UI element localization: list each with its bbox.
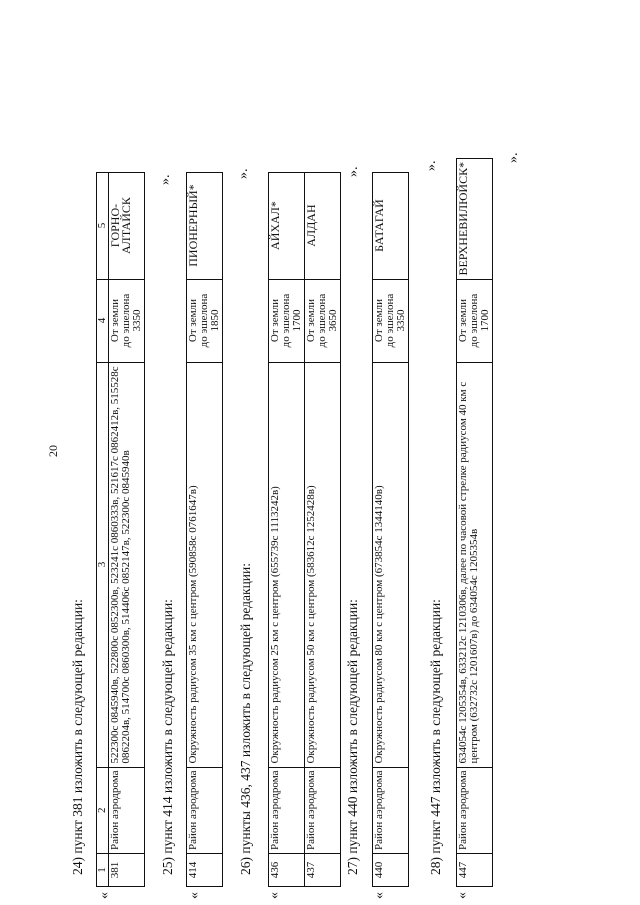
table-row <box>305 172 341 886</box>
item-number: 414 <box>187 854 223 887</box>
altitude-to: до эшелона 3350 <box>384 293 407 348</box>
zone-boundary: Окружность радиусом 50 км с центром (583612с 1252428в) <box>305 362 341 767</box>
altitude-limits <box>457 279 493 362</box>
column-number-row <box>97 172 109 886</box>
airport-name: ГОРНО-АЛТАЙСК <box>109 172 145 279</box>
column-number: 4 <box>97 279 109 362</box>
amendment-table-447 <box>456 158 493 887</box>
zone-boundary: Окружность радиусом 80 км с центром (673854с 1344140в) <box>373 362 409 767</box>
open-quote: « <box>187 892 202 899</box>
amendment-table-414 <box>186 172 223 887</box>
close-quote: ». <box>506 152 521 163</box>
altitude-to: до эшелона 1700 <box>280 293 303 348</box>
amendment-table-381 <box>96 172 145 887</box>
page-number: 20 <box>46 445 60 457</box>
column-number: 1 <box>97 854 109 887</box>
altitude-from: От земли <box>109 299 121 343</box>
airport-name: БАТАГАЙ <box>373 172 409 279</box>
altitude-limits <box>305 279 341 362</box>
section-heading-25: 25) пункт 414 изложить в следующей редакции: <box>160 599 175 875</box>
section-heading-27: 27) пункт 440 изложить в следующей редакции: <box>345 599 360 875</box>
altitude-from: От земли <box>373 299 385 343</box>
open-quote: « <box>267 892 282 899</box>
section-heading-24: 24) пункт 381 изложить в следующей редакции: <box>70 599 85 875</box>
close-quote: ». <box>424 160 439 171</box>
item-number: 447 <box>457 854 493 887</box>
table-row <box>109 172 145 886</box>
amendment-table-436-437 <box>268 172 341 887</box>
item-number: 381 <box>109 854 145 887</box>
altitude-limits <box>109 279 145 362</box>
airport-name: ПИОНЕРНЫЙ* <box>187 172 223 279</box>
airport-name: ВЕРХНЕВИЛЮЙСК* <box>457 158 493 279</box>
table-row <box>269 172 305 886</box>
zone-type: Район аэродрома <box>269 767 305 853</box>
altitude-limits <box>187 279 223 362</box>
zone-type: Район аэродрома <box>187 767 223 853</box>
altitude-to: до эшелона 3350 <box>120 293 143 348</box>
altitude-from: От земли <box>457 299 469 343</box>
column-number: 3 <box>97 362 109 767</box>
altitude-from: От земли <box>269 299 281 343</box>
open-quote: « <box>97 892 112 899</box>
altitude-limits <box>269 279 305 362</box>
zone-type: Район аэродрома <box>305 767 341 853</box>
column-number: 2 <box>97 767 109 853</box>
altitude-limits <box>373 279 409 362</box>
airport-name: АЙХАЛ* <box>269 172 305 279</box>
table-row <box>373 172 409 886</box>
zone-boundary: Окружность радиусом 25 км с центром (655739с 1113242в) <box>269 362 305 767</box>
section-heading-28: 28) пункт 447 изложить в следующей редакции: <box>428 599 443 875</box>
item-number: 437 <box>305 854 341 887</box>
zone-boundary: 522300с 0845940в, 522800с 0852300в, 523241с 0860333в, 521617с 0862412в, 515528с 0862204в, 514700с 0860300в, 514406с 0852147в, 522300с 0845940в <box>109 362 145 767</box>
open-quote: « <box>372 892 387 899</box>
altitude-to: до эшелона 1700 <box>468 293 491 348</box>
zone-boundary: Окружность радиусом 35 км с центром (590858с 0761647в) <box>187 362 223 767</box>
item-number: 436 <box>269 854 305 887</box>
table-row <box>457 158 493 886</box>
section-heading-26: 26) пункты 436, 437 изложить в следующей редакции: <box>238 562 253 875</box>
airport-name: АЛДАН <box>305 172 341 279</box>
altitude-to: до эшелона 3650 <box>316 293 339 348</box>
altitude-from: От земли <box>187 299 199 343</box>
table-row <box>187 172 223 886</box>
amendment-table-440 <box>372 172 409 887</box>
close-quote: ». <box>158 174 173 185</box>
altitude-to: до эшелона 1850 <box>198 293 221 348</box>
zone-type: Район аэродрома <box>457 767 493 853</box>
item-number: 440 <box>373 854 409 887</box>
close-quote: ». <box>236 168 251 179</box>
close-quote: ». <box>346 166 361 177</box>
zone-boundary: 634054с 1205354в, 633212с 1210306в, далее по часовой стрелке радиусом 40 км с центром (632732с 1201607в) до 634054с 1205354в <box>457 362 493 767</box>
altitude-from: От земли <box>305 299 317 343</box>
zone-type: Район аэродрома <box>109 767 145 853</box>
column-number: 5 <box>97 172 109 279</box>
open-quote: « <box>455 892 470 899</box>
zone-type: Район аэродрома <box>373 767 409 853</box>
